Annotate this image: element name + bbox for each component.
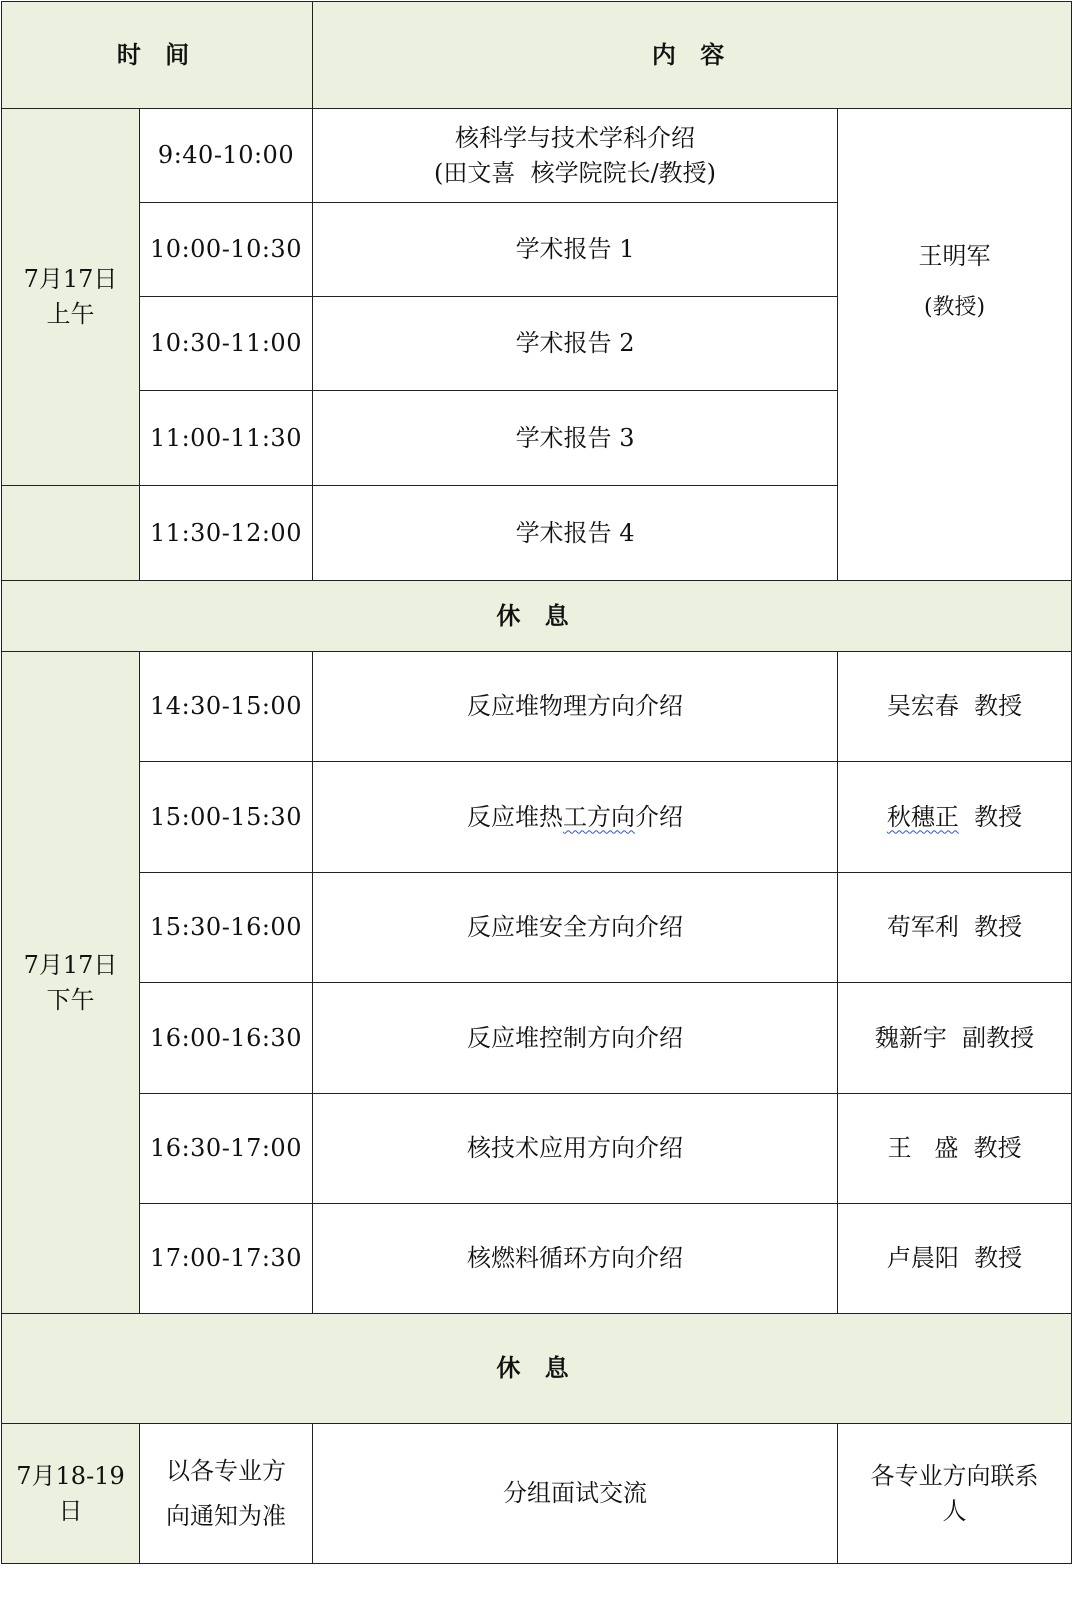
table-row [2,652,1072,762]
content-part: 介绍 [635,802,684,831]
table-row [2,1204,1072,1314]
content-cell: 反应堆物理方向介绍 [313,652,838,762]
morning-date-cell [2,109,140,486]
host-title: (教授) [923,294,986,320]
content-cell: 反应堆安全方向介绍 [313,873,838,983]
morning-period: 上午 [46,300,95,328]
speaker-cell: 吴宏春 教授 [838,652,1072,762]
content-cell: 核燃料循环方向介绍 [313,1204,838,1314]
header-content: 内 容 [313,2,1072,109]
header-row [2,2,1072,109]
morning-date: 7月17日 [23,265,118,294]
afternoon-date: 7月17日 [23,950,118,979]
time-cell: 10:30-11:00 [140,297,313,391]
table-row [2,873,1072,983]
break-label: 休 息 [2,1314,1072,1424]
content-cell [313,762,838,873]
host-cell [838,109,1072,581]
header-time: 时 间 [2,2,313,109]
schedule-table [1,1,1072,1564]
host-name: 王明军 [918,242,991,270]
final-date: 7月18-19 [16,1461,125,1490]
table-row [2,1094,1072,1204]
contact-line2: 人 [942,1496,967,1525]
speaker-cell [838,762,1072,873]
speaker-cell: 王 盛 教授 [838,1094,1072,1204]
speaker-name-flagged: 秋穗正 [886,802,959,831]
content-cell: 反应堆控制方向介绍 [313,983,838,1094]
time-cell: 9:40-10:00 [140,109,313,203]
content-subtitle: (田文喜 核学院院长/教授) [433,158,717,187]
table-row [2,1424,1072,1564]
speaker-cell: 卢晨阳 教授 [838,1204,1072,1314]
afternoon-period: 下午 [46,985,95,1014]
time-cell: 16:00-16:30 [140,983,313,1094]
afternoon-date-cell [2,652,140,1314]
time-cell: 15:00-15:30 [140,762,313,873]
contact-cell [838,1424,1072,1564]
break-label: 休 息 [2,581,1072,652]
content-cell: 学术报告 3 [313,391,838,486]
speaker-title: 教授 [958,802,1023,831]
table-row [2,983,1072,1094]
time-cell: 11:30-12:00 [140,486,313,581]
final-date-cell [2,1424,140,1564]
final-time-line1: 以各专业方 [166,1456,286,1485]
time-cell: 17:00-17:30 [140,1204,313,1314]
table-row [2,762,1072,873]
break-row [2,581,1072,652]
time-cell: 14:30-15:00 [140,652,313,762]
content-title: 核科学与技术学科介绍 [455,123,696,152]
time-cell: 15:30-16:00 [140,873,313,983]
content-cell: 分组面试交流 [313,1424,838,1564]
content-cell: 学术报告 2 [313,297,838,391]
time-cell: 10:00-10:30 [140,203,313,297]
time-cell: 11:00-11:30 [140,391,313,486]
content-part-flagged: 工方向 [563,802,636,831]
final-time-line2: 向通知为准 [166,1501,286,1530]
speaker-cell: 苟军利 教授 [838,873,1072,983]
final-date-suffix: 日 [58,1496,83,1525]
content-cell [313,109,838,203]
final-time-cell [140,1424,313,1564]
content-cell: 核技术应用方向介绍 [313,1094,838,1204]
contact-line1: 各专业方向联系 [870,1461,1039,1490]
time-cell: 16:30-17:00 [140,1094,313,1204]
content-cell: 学术报告 4 [313,486,838,581]
content-cell: 学术报告 1 [313,203,838,297]
break-row [2,1314,1072,1424]
empty-date-cell [2,486,140,581]
table-row [2,109,1072,203]
content-part: 反应堆热 [467,802,564,831]
speaker-cell: 魏新宇 副教授 [838,983,1072,1094]
